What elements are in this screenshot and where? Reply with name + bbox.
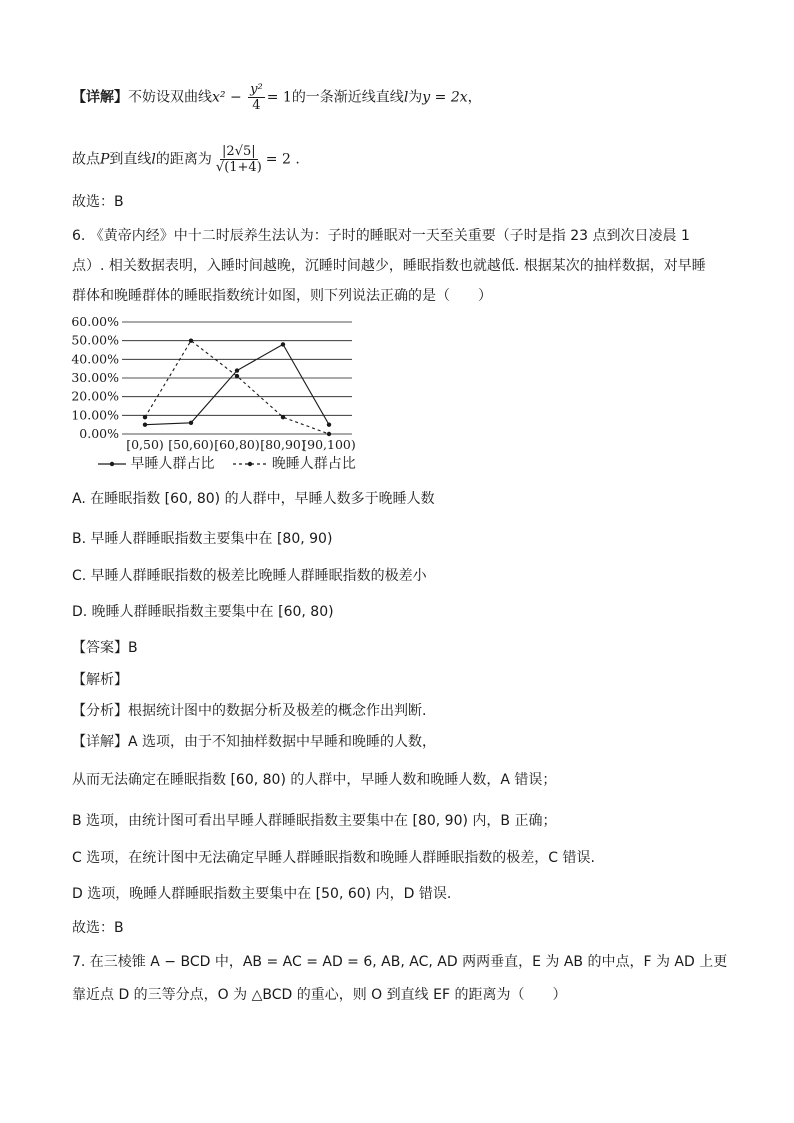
detail2-l3: B 选项，由统计图可看出早睡人群睡眠指数主要集中在 [80, 90) 内，B 正确； [72, 813, 557, 829]
choose-2: 故选：B [72, 920, 124, 936]
y-tick-label: 60.00% [71, 314, 119, 329]
x-tick-label: [80,90) [260, 437, 306, 452]
series-point-0 [143, 422, 147, 426]
choose-1: 故选：B [72, 194, 124, 210]
q7-line1: 7. 在三棱锥 A − BCD 中，AB = AC = AD = 6, AB, AC, AD 两两垂直，E 为 AB 的中点，F 为 AD 上更 [72, 954, 728, 970]
option-a: A. 在睡眠指数 [60, 80) 的人群中，早睡人数多于晚睡人数 [72, 491, 435, 507]
series-point-0 [235, 368, 239, 372]
distance-fraction [214, 144, 264, 175]
q6-line3: 群体和晚睡群体的睡眠指数统计如图，则下列说法正确的是（ ） [72, 288, 492, 304]
series-point-1 [327, 432, 331, 436]
detail-text-c: 为 [408, 89, 423, 106]
series-point-1 [143, 415, 147, 419]
line-var: l [403, 89, 409, 106]
detail2-l2: 从而无法确定在睡眠指数 [60, 80) 的人群中，早睡人数和晚睡人数，A 错误； [72, 772, 557, 788]
series-point-0 [281, 342, 285, 346]
legend-late: 晚睡人群占比 [271, 456, 356, 472]
detail2-l5: D 选项，晚睡人群睡眠指数主要集中在 [50, 60) 内，D 错误. [72, 886, 452, 902]
comma: ， [467, 89, 482, 106]
detail2-l4: C 选项，在统计图中无法确定早睡人群睡眠指数和晚睡人群睡眠指数的极差，C 错误. [72, 850, 595, 866]
y-tick-label: 0.00% [79, 426, 119, 441]
q7-line2: 靠近点 D 的三等分点，O 为 △BCD 的重心，则 O 到直线 EF 的距离为（ ） [72, 987, 567, 1003]
distance-text-c: 的距离为 [155, 151, 212, 168]
answer: 【答案】B [72, 640, 138, 656]
series-point-0 [189, 421, 193, 425]
x-tick-label: [90,100) [302, 437, 356, 452]
detail-tag: 【详解】 [72, 89, 128, 106]
distance-numerator: |2√5| [222, 144, 256, 159]
series-line-0 [145, 344, 329, 424]
detail-text-b: 的一条渐近线直线 [291, 89, 404, 106]
hyperbola-x2: x² [212, 89, 226, 106]
detail-text-a: 不妨设双曲线 [128, 89, 212, 106]
distance-result: = 2 . [265, 151, 300, 168]
y-tick-label: 30.00% [71, 370, 119, 385]
y-tick-label: 10.00% [71, 407, 119, 423]
distance-text-a: 故点 [72, 151, 100, 168]
analysis: 【分析】根据统计图中的数据分析及极差的概念作出判断. [72, 703, 427, 719]
x-tick-label: [0,50) [126, 437, 164, 452]
legend-early: 早睡人群占比 [130, 456, 215, 472]
y-tick-label: 20.00% [71, 388, 119, 404]
detail-hyperbola: 【详解】不妨设双曲线x² − $\frac{\text{y²}}{4}$ = 1的一条渐近线直线l为y = 2x， [72, 82, 482, 113]
analysis-title: 【解析】 [72, 672, 128, 688]
series-point-1 [235, 374, 239, 378]
distance-text-b: 到直线 [109, 151, 152, 168]
series-line-1 [145, 341, 329, 434]
x-tick-label: [50,60) [168, 437, 214, 452]
point-p: P [100, 151, 110, 168]
q6-line1: 6. 《黄帝内经》中十二时辰养生法认为：子时的睡眠对一天至关重要（子时是指 23 点到次日凌晨 1 [72, 228, 690, 244]
sleep-index-chart [66, 310, 366, 455]
distance-line [72, 144, 300, 175]
y-tick-label: 40.00% [71, 351, 119, 367]
legend-solid-marker [98, 456, 130, 472]
series-point-1 [189, 338, 193, 342]
q6-line2: 点）. 相关数据表明，入睡时间越晚，沉睡时间越少，睡眠指数也就越低. 根据某次的抽样数据，对早睡 [72, 258, 706, 274]
detail2-l1: 【详解】A 选项，由于不知抽样数据中早睡和晚睡的人数， [72, 734, 437, 750]
series-point-1 [281, 415, 285, 419]
option-c: C. 早睡人群睡眠指数的极差比晚睡人群睡眠指数的极差小 [72, 568, 427, 584]
y-tick-label: 50.00% [71, 332, 119, 348]
chart-legend [98, 454, 356, 474]
distance-denominator: √(1+4) [215, 160, 262, 175]
option-d: D. 晚睡人群睡眠指数主要集中在 [60, 80) [72, 604, 334, 620]
series-point-0 [327, 422, 331, 426]
option-b: B. 早睡人群睡眠指数主要集中在 [80, 90) [72, 531, 333, 547]
legend-dashed-marker [233, 456, 271, 472]
x-tick-label: [60,80) [214, 437, 260, 452]
hyperbola-eq: = 1 [266, 89, 292, 106]
asymptote-eq: y = 2x [422, 89, 468, 106]
line-var-2: l [151, 151, 156, 168]
hyperbola-fraction: $\frac{\text{y²}}{4}$ [250, 82, 263, 113]
